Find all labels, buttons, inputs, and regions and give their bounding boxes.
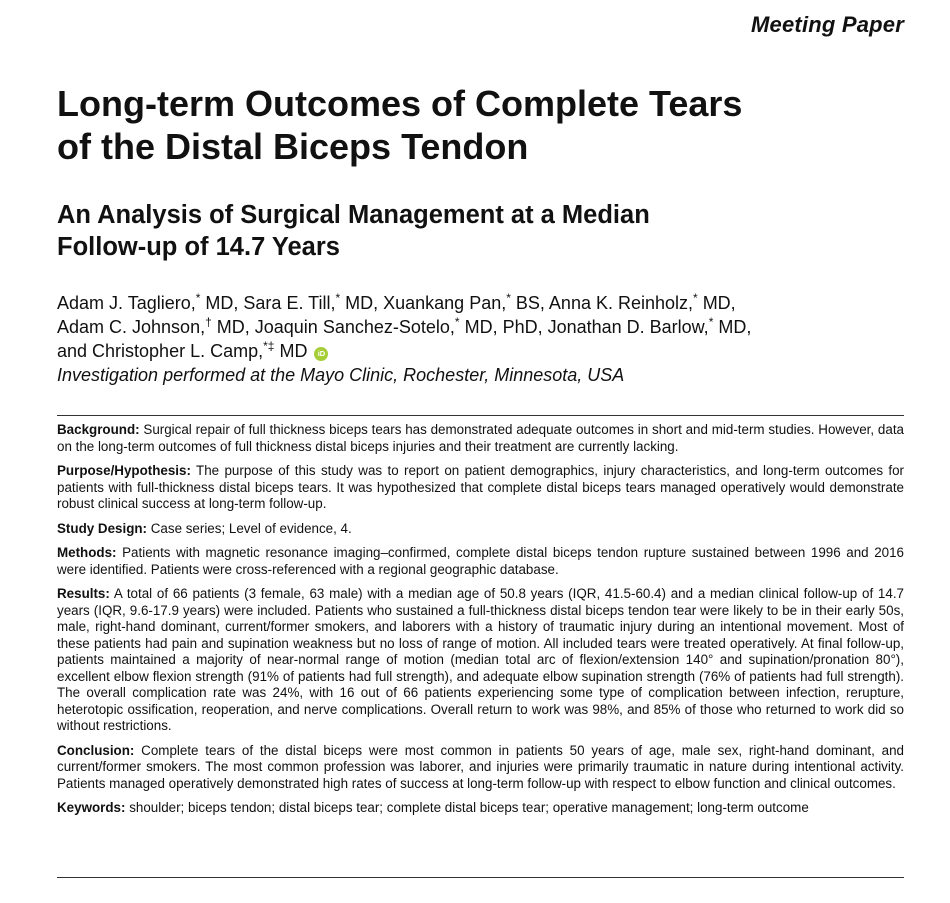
author-name: and Christopher L. Camp, (57, 341, 264, 361)
affiliation-mark: * (708, 315, 714, 329)
institution-line: Investigation performed at the Mayo Clinic, Rochester, Minnesota, USA (57, 365, 625, 385)
section-text: Case series; Level of evidence, 4. (147, 520, 352, 536)
article-title (57, 82, 897, 168)
section-heading: Purpose/Hypothesis: (57, 463, 191, 478)
abstract-conclusion (57, 743, 904, 793)
author-list (57, 291, 907, 363)
article-type-label: Meeting Paper (751, 12, 904, 37)
section-heading: Results: (57, 586, 110, 601)
abstract-study-design (57, 521, 904, 538)
author-name: BS, Anna K. Reinholz, (510, 293, 694, 313)
abstract (57, 422, 904, 825)
subtitle-line-1: An Analysis of Surgical Management at a Median (57, 201, 650, 229)
author-name: MD, Xuankang Pan, (340, 293, 507, 313)
author-name: Adam J. Tagliero, (57, 293, 196, 313)
abstract-methods (57, 545, 904, 578)
abstract-keywords (57, 800, 904, 817)
section-text: shoulder; biceps tendon; distal biceps tear; complete distal biceps tear; operative management; long-term outcome (125, 800, 809, 815)
author-name: MD, (697, 293, 736, 313)
section-text: Patients with magnetic resonance imaging–confirmed, complete distal biceps tendon rupture sustained between 1996 and 2016 were identified. Patients were cross-referenced with a regional geographic database. (57, 545, 904, 577)
affiliation-mark: * (195, 291, 201, 305)
affiliation-mark: *‡ (263, 339, 275, 353)
section-heading: Methods: (57, 545, 117, 560)
author-name: MD, Joaquin Sanchez-Sotelo, (211, 317, 455, 337)
section-text: Surgical repair of full thickness biceps tears has demonstrated adequate outcomes in short and mid-term studies. However, data on the long-term outcomes of full thickness distal biceps injuries and their treatment are currently lacking. (57, 422, 904, 454)
section-heading: Keywords: (57, 800, 126, 815)
orcid-icon[interactable]: iD (314, 347, 328, 361)
author-name: Adam C. Johnson, (57, 317, 206, 337)
author-name: MD, PhD, Jonathan D. Barlow, (459, 317, 709, 337)
section-text: Complete tears of the distal biceps were most common in patients 50 years of age, male sex, right-hand dominant, and current/former smokers. The most common profession was laborer, and injuries were primarily traumatic in nature during intentional activity. Patients managed operatively demonstrated high rates of success at long-term follow-up with respect to elbow function and clinical outcomes. (57, 742, 904, 791)
abstract-background (57, 422, 904, 455)
abstract-results (57, 586, 904, 735)
abstract-purpose (57, 463, 904, 513)
title-line-2: of the Distal Biceps Tendon (57, 126, 529, 167)
section-text: A total of 66 patients (3 female, 63 male) with a median age of 50.8 years (IQR, 41.5-60.4) and a median clinical follow-up of 14.7 years (IQR, 9.6-17.9 years) were included. Patients who sustained a full-thickness distal biceps tendon tear were likely to be in their early 50s, male, right-hand dominant, current/former smokers, and laborers with a history of traumatic injury during an intentional movement. Most of these patients had pain and supination weakness but no loss of range of motion. All included tears were treated operatively. At final follow-up, patients maintained a majority of near-normal range of motion (median total arc of flexion/extension 140° and supination/pronation 80°), excellent elbow flexion strength (91% of patients had full strength), and adequate elbow supination strength (76% of patients had full strength). The overall complication rate was 24%, with 16 out of 66 patients experiencing some type of complication between infection, rerupture, heterotopic ossification, reoperation, and nerve complications. Overall return to work was 98%, and 85% of those who returned to work did so without restrictions. (57, 586, 904, 733)
abstract-bottom-divider (57, 877, 904, 878)
title-line-1: Long-term Outcomes of Complete Tears (57, 83, 743, 124)
section-text: The purpose of this study was to report on patient demographics, injury characteristics, and long-term outcomes for patients with full-thickness distal biceps tears. It was hypothesized that complete distal biceps tears managed operatively would demonstrate robust clinical success at long-term follow-up. (57, 463, 904, 511)
affiliation-mark: * (335, 291, 341, 305)
author-name: MD, Sara E. Till, (200, 293, 336, 313)
affiliation-mark: † (205, 315, 212, 329)
author-name: MD, (713, 317, 752, 337)
section-heading: Conclusion: (57, 742, 135, 758)
affiliation-mark: * (506, 291, 511, 305)
author-name: MD (274, 341, 308, 361)
section-heading: Study Design: (57, 520, 148, 536)
affiliation-mark: * (693, 291, 698, 305)
section-heading: Background: (57, 422, 140, 437)
affiliation-mark: * (454, 315, 460, 329)
abstract-top-divider (57, 415, 904, 416)
subtitle-line-2: Follow-up of 14.7 Years (57, 233, 340, 261)
article-subtitle (57, 199, 897, 263)
